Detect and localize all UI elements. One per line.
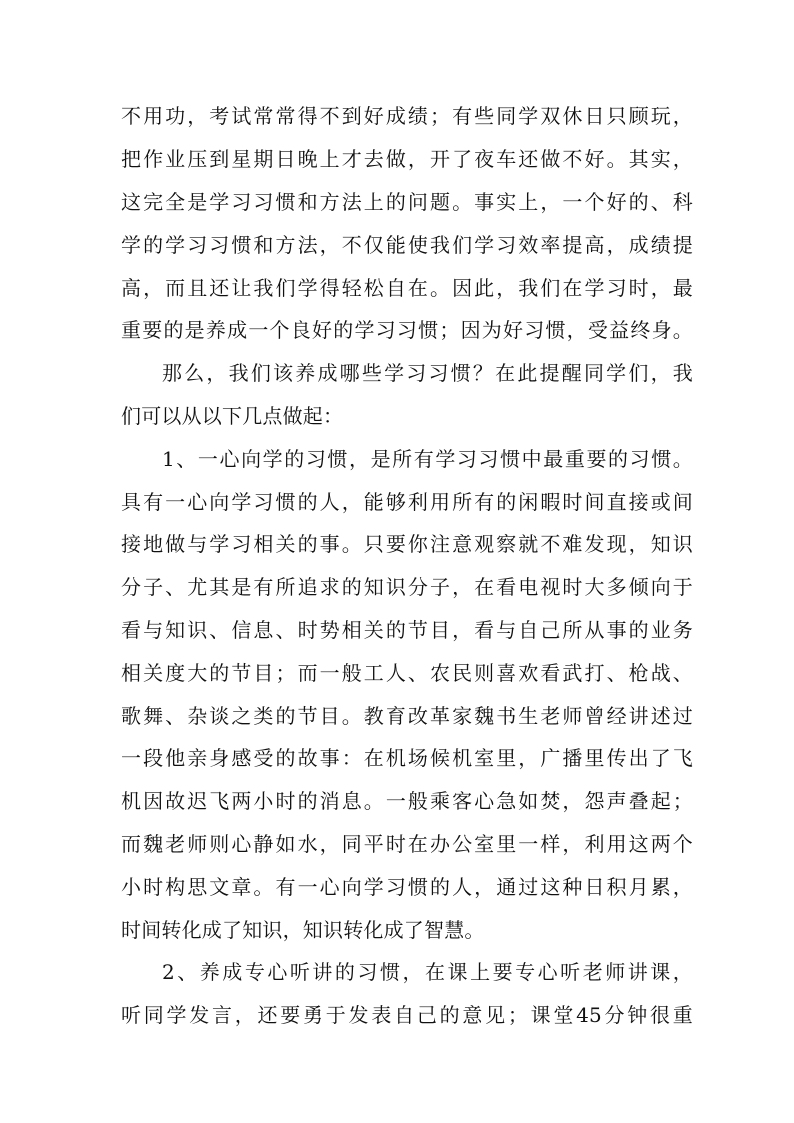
text-line: 机因故迟飞两小时的消息。一般乘客心急如焚，怨声叠起； bbox=[121, 789, 693, 813]
text-line: 们可以从以下几点做起： bbox=[121, 404, 344, 428]
text-line: 相关度大的节目；而一般工人、农民则喜欢看武打、枪战、 bbox=[121, 661, 693, 685]
text-line: 把作业压到星期日晚上才去做，开了夜车还做不好。其实， bbox=[121, 147, 693, 171]
text-line: 而魏老师则心静如水，同平时在办公室里一样，利用这两个 bbox=[121, 832, 693, 856]
text-line: 看与知识、信息、时势相关的节目，看与自己所从事的业务 bbox=[121, 618, 693, 642]
text-line: 高，而且还让我们学得轻松自在。因此，我们在学习时，最 bbox=[121, 276, 693, 300]
paragraph-first-line: 1、一心向学的习惯，是所有学习习惯中最重要的习惯。 bbox=[162, 447, 693, 471]
paragraph-first-line: 2、养成专心听讲的习惯，在课上要专心听老师讲课， bbox=[162, 960, 693, 984]
text-line: 一段他亲身感受的故事：在机场候机室里，广播里传出了飞 bbox=[121, 746, 693, 770]
text-line: 这完全是学习习惯和方法上的问题。事实上，一个好的、科 bbox=[121, 190, 693, 214]
text-line: 时间转化成了知识，知识转化成了智慧。 bbox=[121, 918, 485, 942]
text-line: 接地做与学习相关的事。只要你注意观察就不难发现，知识 bbox=[121, 532, 693, 556]
text-line: 歌舞、杂谈之类的节目。教育改革家魏书生老师曾经讲述过 bbox=[121, 704, 693, 728]
text-line: 听同学发言，还要勇于发表自己的意见；课堂45分钟很重 bbox=[121, 1003, 693, 1027]
text-line: 学的学习习惯和方法，不仅能使我们学习效率提高，成绩提 bbox=[121, 233, 693, 257]
text-line: 不用功，考试常常得不到好成绩；有些同学双休日只顾玩， bbox=[121, 104, 693, 128]
text-line: 分子、尤其是有所追求的知识分子，在看电视时大多倾向于 bbox=[121, 575, 693, 599]
text-line: 重要的是养成一个良好的学习习惯；因为好习惯，受益终身。 bbox=[121, 318, 693, 342]
paragraph-first-line: 那么，我们该养成哪些学习习惯？在此提醒同学们，我 bbox=[162, 361, 693, 385]
text-line: 小时构思文章。有一心向学习惯的人，通过这种日积月累， bbox=[121, 875, 693, 899]
text-line: 具有一心向学习惯的人，能够利用所有的闲暇时间直接或间 bbox=[121, 490, 693, 514]
